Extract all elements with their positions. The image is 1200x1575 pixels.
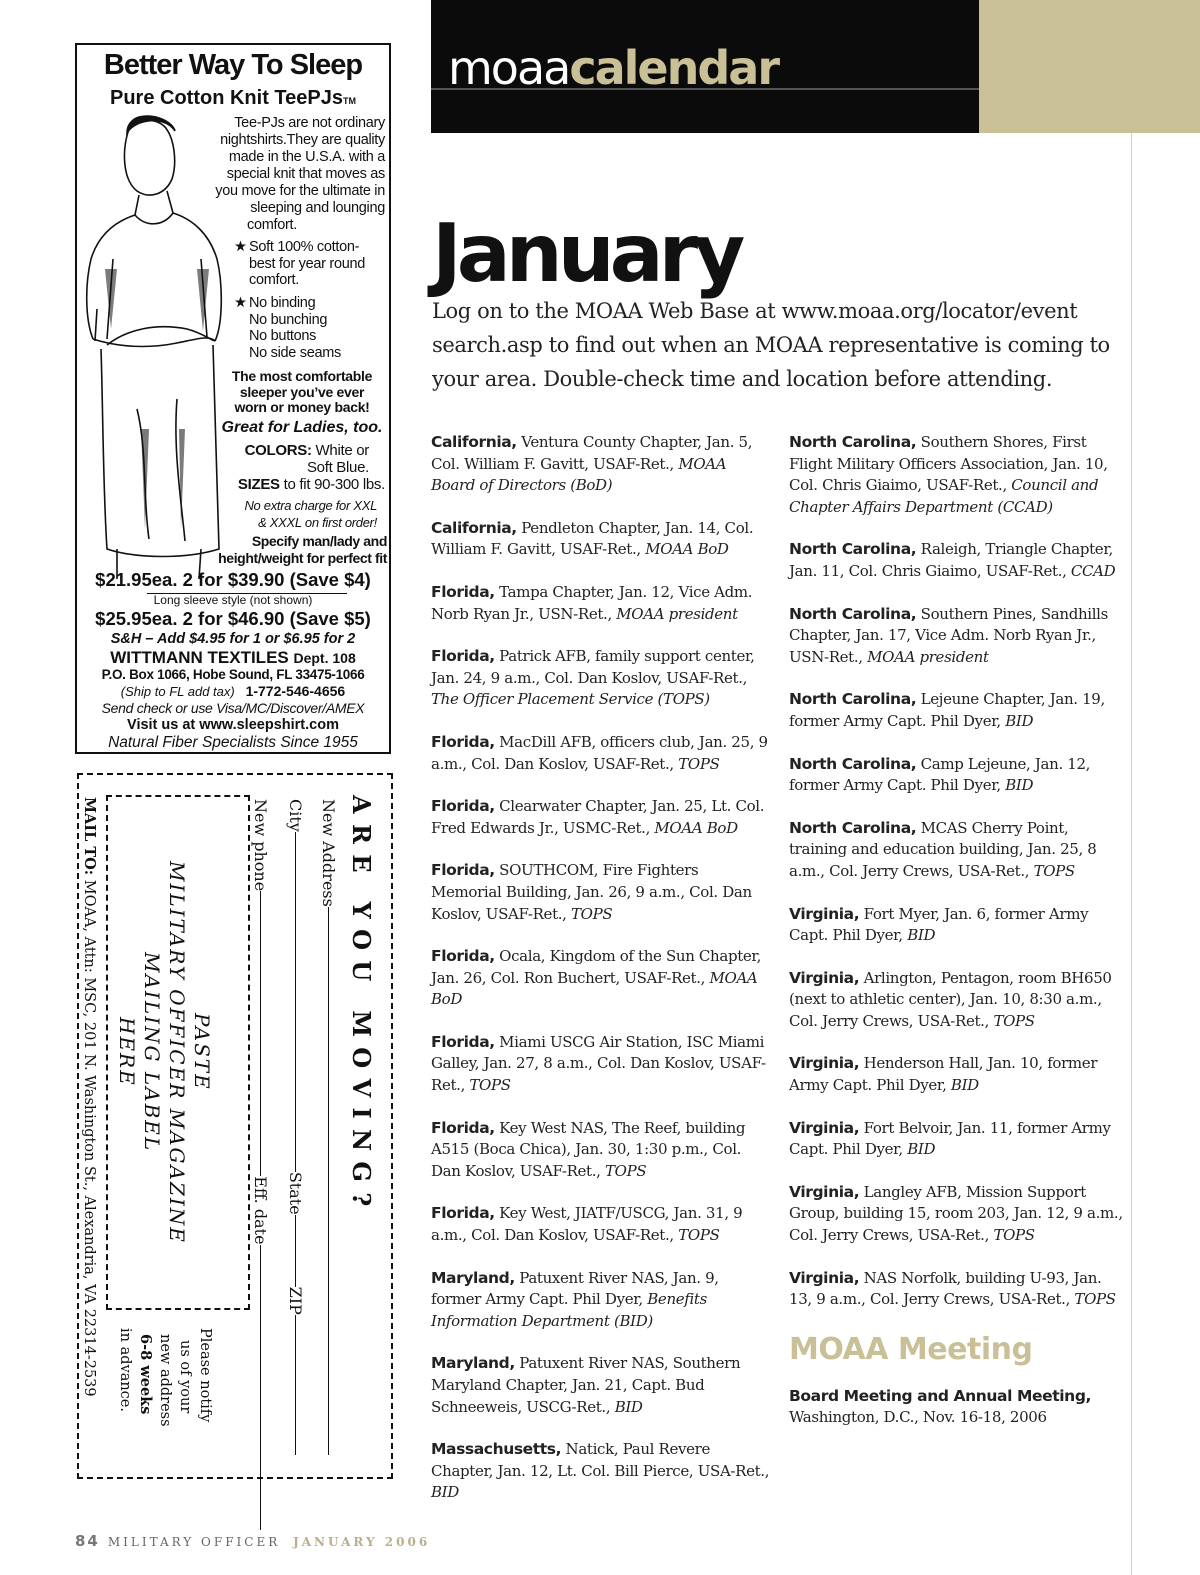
event-presenter-org: MOAA BoD	[431, 968, 758, 1009]
meeting-title: Board Meeting and Annual Meeting,	[789, 1386, 1091, 1405]
sizes-label: SIZES	[237, 476, 280, 493]
event-details: Key West, JIATF/USCG, Jan. 31, 9 a.m., Col. Dan Koslov, USAF-Ret.,	[431, 1204, 743, 1245]
notify-line: in advance.	[117, 1328, 133, 1412]
city-state-zip-field[interactable]	[286, 799, 305, 1455]
event-details: MCAS Cherry Point, training and education building, Jan. 25, 8 a.m., Col. Jerry Crews, USA-Ret.,	[789, 818, 1097, 880]
ad-specify	[207, 533, 387, 567]
event-entry	[789, 1053, 1124, 1096]
city-line	[295, 832, 296, 1172]
mailer-heading: A R E Y O U M O V I N G ?	[347, 795, 376, 1208]
company-name: WITTMANN TEXTILES	[110, 648, 289, 667]
event-state: Florida,	[431, 582, 495, 601]
eff-date-label: Eff. date	[251, 1176, 270, 1245]
colors-label: COLORS:	[244, 442, 312, 459]
ad-subtitle	[77, 87, 389, 110]
ad-body-line: sleeping and lounging	[250, 200, 385, 216]
ad-description	[185, 115, 385, 234]
label-line: MILITARY OFFICER MAGAZINE	[165, 860, 189, 1244]
ad-ship-phone	[77, 683, 389, 699]
event-state: Maryland,	[431, 1268, 515, 1287]
event-entry	[789, 539, 1124, 582]
ad-feature-cotton	[234, 239, 389, 289]
notify-line: us of your	[177, 1340, 193, 1414]
specify-line: height/weight for perfect fit	[218, 550, 387, 566]
event-state: Florida,	[431, 732, 495, 751]
meeting-details: Washington, D.C., Nov. 16-18, 2006	[789, 1408, 1047, 1427]
events-column-left	[431, 432, 771, 1525]
guarantee-line: sleeper you’ve ever	[239, 383, 365, 400]
mail-to-address	[81, 797, 98, 1397]
event-entry	[789, 968, 1124, 1033]
feature-line: No buttons	[249, 328, 317, 344]
ad-price-long-sleeve: $25.95ea. 2 for $46.90 (Save $5)	[95, 608, 371, 629]
event-details: Southern Pines, Sandhills Chapter, Jan. 17, Vice Adm. Norb Ryan Jr., USN-Ret.,	[789, 604, 1108, 666]
header-gold-block	[979, 0, 1200, 133]
ad-body-line: you move for the ultimate in	[215, 183, 385, 199]
notify-line: 6-8 weeks	[137, 1334, 154, 1415]
meeting-heading: MOAA Meeting	[789, 1331, 1033, 1367]
event-state: North Carolina,	[789, 754, 917, 773]
zip-line	[295, 1315, 296, 1455]
ad-colors	[227, 442, 369, 476]
event-details: Fort Belvoir, Jan. 11, former Army Capt. Phil Dyer,	[789, 1118, 1111, 1159]
event-entry	[431, 432, 771, 497]
event-details: MacDill AFB, officers club, Jan. 25, 9 a.m., Col. Dan Koslov, USAF-Ret.,	[431, 732, 768, 773]
event-state: Virginia,	[789, 1182, 860, 1201]
notify-note	[115, 1328, 215, 1427]
event-details: Fort Myer, Jan. 6, former Army Capt. Phil Dyer,	[789, 904, 1089, 945]
feature-line: No side seams	[249, 344, 341, 361]
event-entry	[431, 796, 771, 839]
ad-no-charge	[217, 497, 377, 531]
ad-sizes	[217, 476, 385, 493]
issue-date: JANUARY 2006	[293, 1535, 431, 1549]
event-entry	[431, 646, 771, 711]
event-presenter-org: MOAA BoD	[645, 540, 729, 559]
event-details: Tampa Chapter, Jan. 12, Vice Adm. Norb Ryan Jr., USN-Ret.,	[431, 582, 753, 623]
event-entry	[789, 1268, 1124, 1311]
title-moaa: moaa	[448, 41, 570, 95]
notify-line: new address	[157, 1334, 173, 1427]
event-state: Virginia,	[789, 1054, 860, 1073]
event-state: Florida,	[431, 797, 495, 816]
events-list-right	[789, 432, 1124, 1311]
event-details: Pendleton Chapter, Jan. 14, Col. William F. Gavitt, USAF-Ret.,	[431, 518, 754, 559]
event-state: Virginia,	[789, 1118, 860, 1137]
ad-payment: Send check or use Visa/MC/Discover/AMEX	[101, 700, 365, 716]
event-entry	[431, 582, 771, 625]
ad-body-line: Tee-PJs are not ordinary	[234, 115, 385, 131]
no-charge-line: No extra charge for XXL	[244, 498, 377, 513]
event-presenter-org: BID	[1005, 711, 1034, 730]
zip-label: ZIP	[286, 1286, 305, 1315]
event-state: Virginia,	[789, 1268, 860, 1287]
event-entry	[789, 754, 1124, 797]
ad-feature-list	[234, 295, 389, 361]
guarantee-line: worn or money back!	[234, 399, 370, 415]
star-icon: ★	[234, 239, 247, 255]
mail-to-label: MAIL TO:	[81, 797, 98, 876]
feature-line: Soft 100% cotton-	[249, 239, 360, 255]
phone-date-field[interactable]	[251, 799, 270, 1530]
event-entry	[789, 689, 1124, 732]
section-title	[448, 38, 778, 98]
change-of-address-mailer	[77, 773, 393, 1479]
publication-name: MILITARY OFFICER	[107, 1535, 281, 1549]
label-line: PASTE	[190, 1013, 214, 1091]
title-calendar: calendar	[569, 41, 779, 95]
event-details: NAS Norfolk, building U-93, Jan. 13, 9 a.m., Col. Jerry Crews, USA-Ret.,	[789, 1268, 1102, 1309]
ad-shipping: S&H – Add $4.95 for 1 or $6.95 for 2	[110, 631, 356, 647]
event-state: Florida,	[431, 1118, 495, 1137]
sizes-value: to fit 90-300 lbs.	[283, 476, 385, 493]
event-presenter-org: BID	[431, 1483, 459, 1502]
event-details: Ventura County Chapter, Jan. 5, Col. William F. Gavitt, USAF-Ret.,	[431, 433, 753, 473]
phone-line	[260, 891, 261, 1176]
event-presenter-org: BID	[1005, 776, 1034, 795]
colors-value: Soft Blue.	[306, 459, 369, 476]
ad-ladies: Great for Ladies, too.	[221, 419, 383, 436]
event-presenter-org: BID	[950, 1076, 979, 1095]
event-state: Florida,	[431, 947, 495, 966]
event-presenter-org: TOPS	[1074, 1290, 1116, 1309]
event-state: Virginia,	[789, 968, 860, 987]
event-presenter-org: TOPS	[469, 1076, 511, 1095]
event-details: Miami USCG Air Station, ISC Miami Galley, Jan. 27, 8 a.m., Col. Dan Koslov, USAF-Ret.,	[431, 1032, 766, 1095]
event-presenter-org: Council and Chapter Affairs Department (CCAD)	[789, 476, 1099, 516]
event-entry	[431, 946, 771, 1011]
feature-line: No binding	[249, 295, 316, 311]
ad-price-short-sleeve: $21.95ea. 2 for $39.90 (Save $4)	[95, 569, 371, 590]
event-state: North Carolina,	[789, 604, 917, 623]
ad-address: P.O. Box 1066, Hobe Sound, FL 33475-1066	[101, 667, 365, 682]
event-entry	[431, 1439, 771, 1504]
company-dept: Dept. 108	[293, 650, 356, 666]
ad-subtitle-text: Pure Cotton Knit	[109, 87, 275, 109]
event-presenter-org: TOPS	[605, 1161, 647, 1180]
event-state: California,	[431, 433, 517, 451]
event-presenter-org: The Officer Placement Service (TOPS)	[431, 690, 710, 709]
event-details: Patrick AFB, family support center, Jan. 24, 9 a.m., Col. Dan Koslov, USAF-Ret.,	[431, 647, 755, 687]
teepjs-advertisement	[75, 43, 391, 754]
event-details: Clearwater Chapter, Jan. 25, Lt. Col. Fred Edwards Jr., USMC-Ret.,	[431, 797, 765, 837]
event-state: California,	[431, 518, 517, 537]
meeting-entry	[789, 1386, 1124, 1429]
label-line: HERE	[115, 1017, 139, 1087]
event-entry	[431, 1353, 771, 1418]
paste-label-instructions	[114, 797, 214, 1307]
star-icon: ★	[234, 295, 247, 311]
event-presenter-org: BID	[907, 1140, 936, 1159]
new-address-label: New Address	[319, 799, 338, 907]
event-state: North Carolina,	[789, 433, 917, 451]
event-details: Raleigh, Triangle Chapter, Jan. 11, Col. Chris Giaimo, USAF-Ret.,	[789, 540, 1113, 580]
feature-line: comfort.	[249, 272, 299, 288]
event-entry	[789, 904, 1124, 947]
event-presenter-org: MOAA president	[616, 604, 738, 623]
eff-date-line	[260, 1245, 261, 1530]
event-state: North Carolina,	[789, 818, 917, 837]
event-presenter-org: BID	[614, 1397, 643, 1416]
event-entry	[431, 1118, 771, 1183]
event-presenter-org: BID	[907, 926, 936, 945]
event-entry	[789, 1182, 1124, 1247]
event-presenter-org: Benefits Information Department (BID)	[431, 1290, 707, 1330]
ad-title: Better Way To Sleep	[103, 49, 363, 81]
event-details: Patuxent River NAS, Southern Maryland Chapter, Jan. 21, Capt. Bud Schneeweis, USCG-Ret.,	[431, 1354, 741, 1416]
event-details: Southern Shores, First Flight Military Officers Association, Jan. 10, Col. Chris Giaimo, USAF-Ret.,	[789, 433, 1108, 495]
event-state: Florida,	[431, 1204, 495, 1223]
event-details: Key West NAS, The Reef, building A515 (Boca Chica), Jan. 30, 1:30 p.m., Col. Dan Koslov, USAF-Ret.,	[431, 1118, 746, 1180]
new-phone-label: New phone	[251, 799, 270, 892]
new-address-line	[328, 907, 329, 1455]
mailing-label-area	[106, 795, 250, 1310]
page-folio	[75, 1532, 430, 1550]
state-line	[295, 1215, 296, 1287]
month-heading: January	[432, 207, 741, 300]
event-presenter-org: TOPS	[1033, 861, 1075, 880]
ad-brand: TeePJs	[274, 87, 343, 109]
state-label: State	[286, 1171, 305, 1215]
event-entry	[789, 432, 1124, 518]
event-details: Arlington, Pentagon, room BH650 (next to athletic center), Jan. 10, 8:30 a.m., Col. Jerry Crews, USA-Ret.,	[789, 968, 1112, 1030]
notify-line: Please notify	[197, 1328, 213, 1423]
event-entry	[431, 1203, 771, 1246]
new-address-field[interactable]	[319, 799, 338, 1464]
events-column-right	[789, 432, 1124, 1450]
event-presenter-org: TOPS	[993, 1011, 1035, 1030]
ad-tagline: Natural Fiber Specialists Since 1955	[108, 734, 358, 751]
feature-line: best for year round	[249, 255, 366, 272]
ad-body-line: special knit that moves as	[226, 166, 385, 182]
event-details: Patuxent River NAS, Jan. 9, former Army Capt. Phil Dyer,	[431, 1268, 719, 1309]
event-presenter-org: MOAA president	[867, 647, 989, 666]
event-details: Lejeune Chapter, Jan. 19, former Army Capt. Phil Dyer,	[789, 690, 1105, 730]
event-entry	[789, 1118, 1124, 1161]
event-presenter-org: TOPS	[678, 754, 720, 773]
event-presenter-org: TOPS	[993, 1226, 1035, 1245]
ad-phone: 1-772-546-4656	[245, 683, 346, 699]
event-state: North Carolina,	[789, 540, 917, 559]
event-details: Ocala, Kingdom of the Sun Chapter, Jan. 26, Col. Ron Buchert, USAF-Ret.,	[431, 947, 762, 987]
event-entry	[431, 518, 771, 561]
ad-guarantee	[217, 369, 387, 416]
event-state: Virginia,	[789, 904, 860, 923]
event-presenter-org: TOPS	[571, 904, 613, 923]
ad-long-sleeve-note: Long sleeve style (not shown)	[153, 593, 313, 607]
ship-note: (Ship to FL add tax)	[120, 684, 235, 699]
event-entry	[789, 818, 1124, 883]
ad-body-line: made in the U.S.A. with a	[228, 149, 385, 165]
guarantee-line: The most comfortable	[231, 368, 373, 384]
event-presenter-org: MOAA BoD	[654, 818, 738, 837]
intro-paragraph: Log on to the MOAA Web Base at www.moaa.org/locator/event search.asp to find out when an MOAA representative is coming to your area. Double-check time and location before attending.	[432, 299, 1110, 391]
event-details: Henderson Hall, Jan. 10, former Army Capt. Phil Dyer,	[789, 1054, 1098, 1095]
colors-value: White or	[315, 442, 369, 459]
event-state: Florida,	[431, 647, 495, 666]
event-details: Langley AFB, Mission Support Group, building 15, room 203, Jan. 12, 9 a.m., Col. Jerry Crews, USA-Ret.,	[789, 1182, 1123, 1245]
event-entry	[431, 860, 771, 925]
event-state: Maryland,	[431, 1354, 515, 1373]
ad-website: Visit us at www.sleepshirt.com	[127, 717, 339, 733]
event-state: Florida,	[431, 1032, 495, 1051]
event-state: Florida,	[431, 861, 495, 880]
no-charge-line: & XXXL on first order!	[258, 515, 377, 530]
event-details: Natick, Paul Revere Chapter, Jan. 12, Lt. Col. Bill Pierce, USA-Ret.,	[431, 1440, 770, 1480]
event-details: SOUTHCOM, Fire Fighters Memorial Building, Jan. 26, 9 a.m., Col. Dan Koslov, USAF-Ret.,	[431, 861, 752, 923]
event-presenter-org: MOAA Board of Directors (BoD)	[431, 454, 727, 495]
page-number: 84	[75, 1532, 100, 1550]
event-entry	[431, 732, 771, 775]
label-line: MAILING LABEL	[140, 951, 164, 1153]
mail-to-value: MOAA, Attn: MSC, 201 N. Washington St., Alexandria, VA 22314-2539	[81, 879, 97, 1397]
event-details: Camp Lejeune, Jan. 12, former Army Capt. Phil Dyer,	[789, 754, 1091, 795]
ad-body-line: comfort.	[247, 217, 297, 233]
event-state: North Carolina,	[789, 690, 917, 709]
event-entry	[431, 1032, 771, 1097]
specify-line: Specify man/lady and	[251, 533, 387, 549]
feature-line: No bunching	[249, 311, 328, 328]
event-state: Massachusetts,	[431, 1440, 562, 1459]
event-entry	[431, 1268, 771, 1333]
ad-divider	[147, 593, 347, 594]
right-margin-rule	[1131, 133, 1132, 1575]
ad-body-line: nightshirts.They are quality	[220, 132, 385, 148]
city-label: City	[286, 799, 305, 832]
ad-company	[77, 648, 389, 668]
trademark: TM	[343, 96, 356, 106]
event-presenter-org: TOPS	[678, 1226, 720, 1245]
event-presenter-org: CCAD	[1070, 561, 1116, 580]
event-entry	[789, 604, 1124, 669]
